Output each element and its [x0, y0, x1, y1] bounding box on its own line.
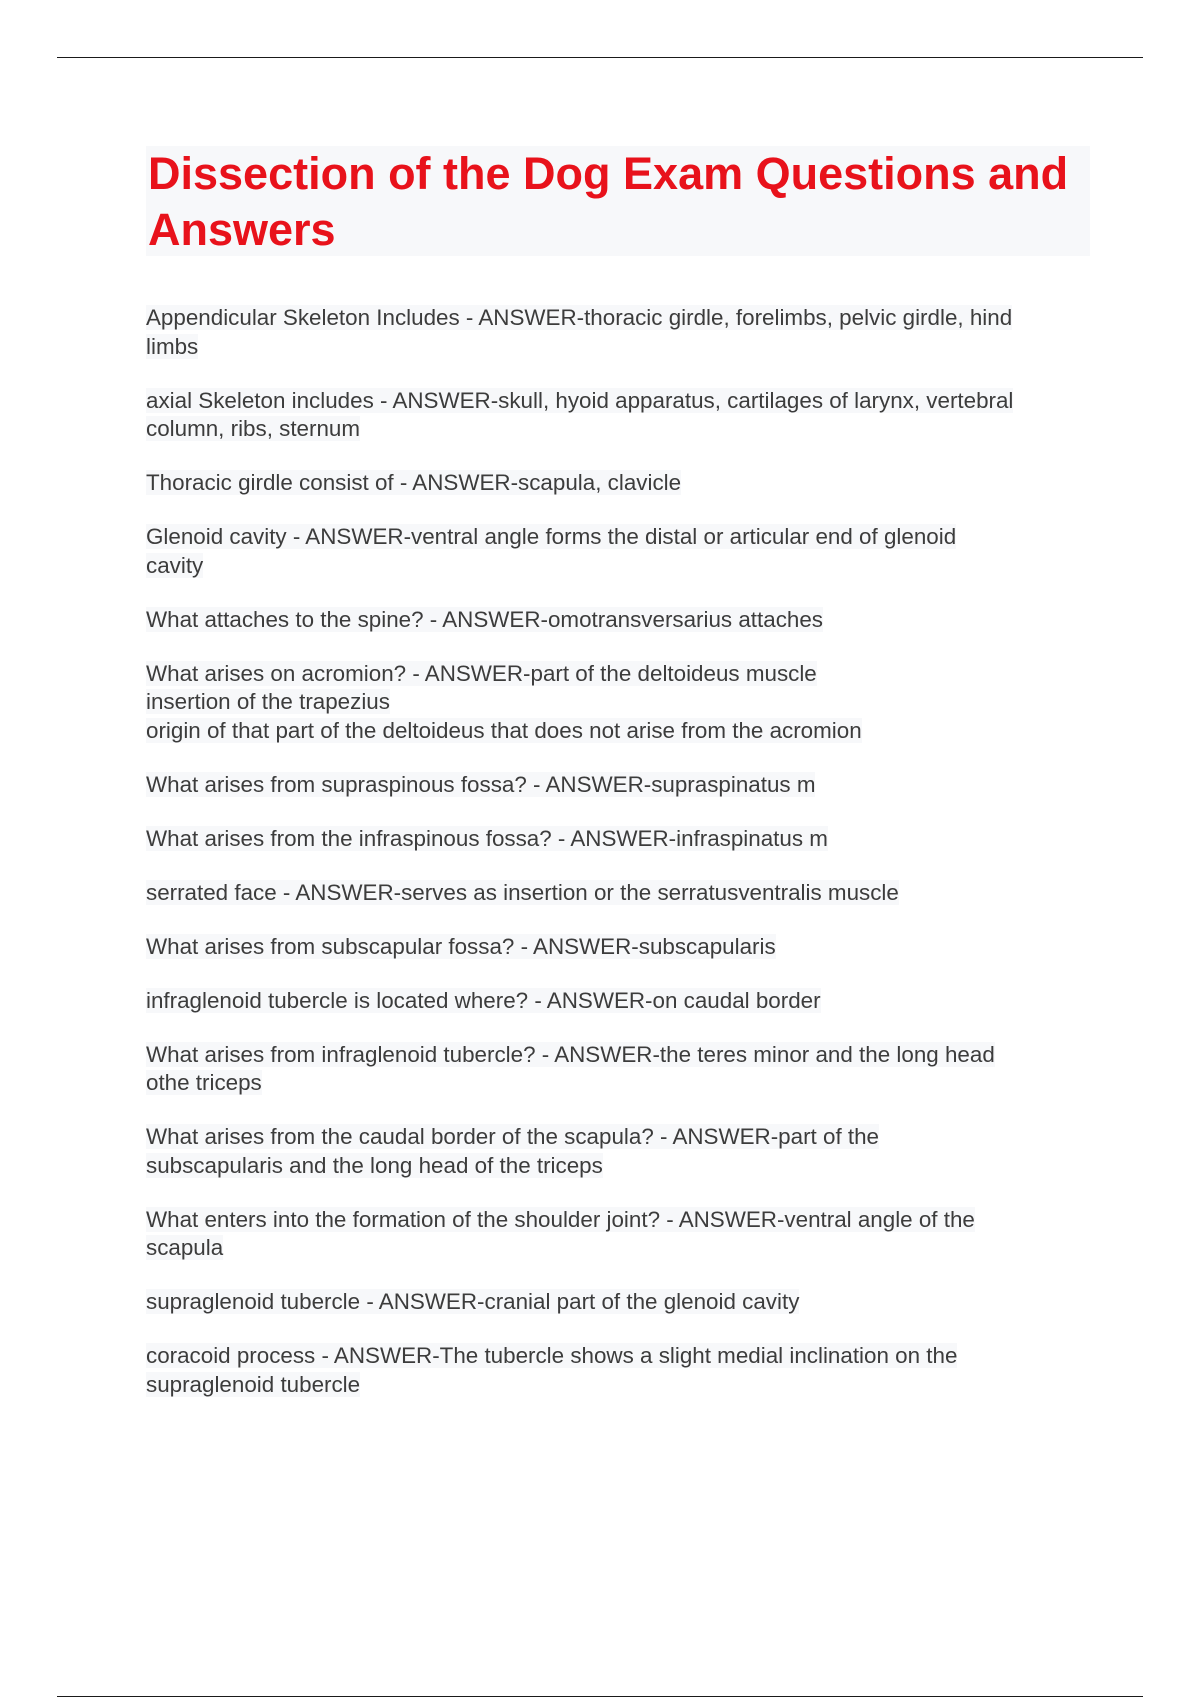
- qa-text: What arises from infraglenoid tubercle? - ANSWER-the teres minor and the long head: [146, 1041, 995, 1067]
- qa-text: coracoid process - ANSWER-The tubercle shows a slight medial inclination on the: [146, 1343, 958, 1368]
- qa-text: scapula: [146, 1235, 224, 1260]
- qa-text: supraglenoid tubercle - ANSWER-cranial part of the glenoid cavity: [146, 1289, 800, 1314]
- qa-item: [146, 933, 1090, 962]
- qa-text: limbs: [146, 333, 199, 359]
- qa-item: [146, 523, 1090, 580]
- document-title: Dissection of the Dog Exam Questions and Answers: [148, 148, 1069, 255]
- qa-text: serrated face - ANSWER-serves as insertion or the serratusventralis muscle: [146, 879, 899, 905]
- qa-text: What arises from subscapular fossa? - ANSWER-subscapularis: [146, 933, 776, 959]
- qa-text: What arises from the caudal border of the scapula? - ANSWER-part of the: [146, 1124, 880, 1149]
- qa-item: [146, 987, 1090, 1016]
- qa-text: Appendicular Skeleton Includes - ANSWER-thoracic girdle, forelimbs, pelvic girdle, hind: [146, 305, 1013, 330]
- qa-text: What attaches to the spine? - ANSWER-omotransversarius attaches: [146, 606, 823, 632]
- qa-item: [146, 606, 1090, 635]
- qa-text: What enters into the formation of the shoulder joint? - ANSWER-ventral angle of the: [146, 1206, 975, 1232]
- qa-text: What arises from supraspinous fossa? - ANSWER-supraspinatus m: [146, 771, 816, 797]
- qa-text: supraglenoid tubercle: [146, 1371, 361, 1397]
- qa-list: [146, 304, 1090, 1425]
- qa-text: othe triceps: [146, 1070, 262, 1095]
- qa-item: [146, 771, 1090, 800]
- qa-item: [146, 825, 1090, 854]
- qa-item: [146, 1342, 1090, 1399]
- qa-item: [146, 1288, 1090, 1317]
- qa-text: subscapularis and the long head of the triceps: [146, 1152, 603, 1178]
- qa-text: Thoracic girdle consist of - ANSWER-scapula, clavicle: [146, 470, 682, 495]
- qa-item: [146, 469, 1090, 498]
- qa-text: What arises from the infraspinous fossa? - ANSWER-infraspinatus m: [146, 825, 828, 851]
- qa-item: [146, 1041, 1090, 1098]
- top-rule: [57, 57, 1143, 58]
- qa-item: [146, 304, 1090, 361]
- qa-text: axial Skeleton includes - ANSWER-skull, hyoid apparatus, cartilages of larynx, vertebral: [146, 387, 1014, 413]
- qa-item: [146, 1123, 1090, 1180]
- qa-item: [146, 387, 1090, 444]
- bottom-rule: [57, 1696, 1143, 1697]
- qa-text: insertion of the trapezius: [146, 689, 390, 714]
- qa-item: [146, 1206, 1090, 1263]
- qa-text: origin of that part of the deltoideus that does not arise from the acromion: [146, 717, 862, 743]
- qa-text: What arises on acromion? - ANSWER-part of the deltoideus muscle: [146, 660, 817, 686]
- qa-item: [146, 879, 1090, 908]
- qa-text: infraglenoid tubercle is located where? - ANSWER-on caudal border: [146, 987, 821, 1013]
- qa-text: Glenoid cavity - ANSWER-ventral angle forms the distal or articular end of glenoid: [146, 524, 957, 549]
- title-block: [146, 146, 1090, 256]
- qa-item: [146, 660, 1090, 746]
- qa-text: column, ribs, sternum: [146, 416, 361, 441]
- qa-text: cavity: [146, 552, 204, 578]
